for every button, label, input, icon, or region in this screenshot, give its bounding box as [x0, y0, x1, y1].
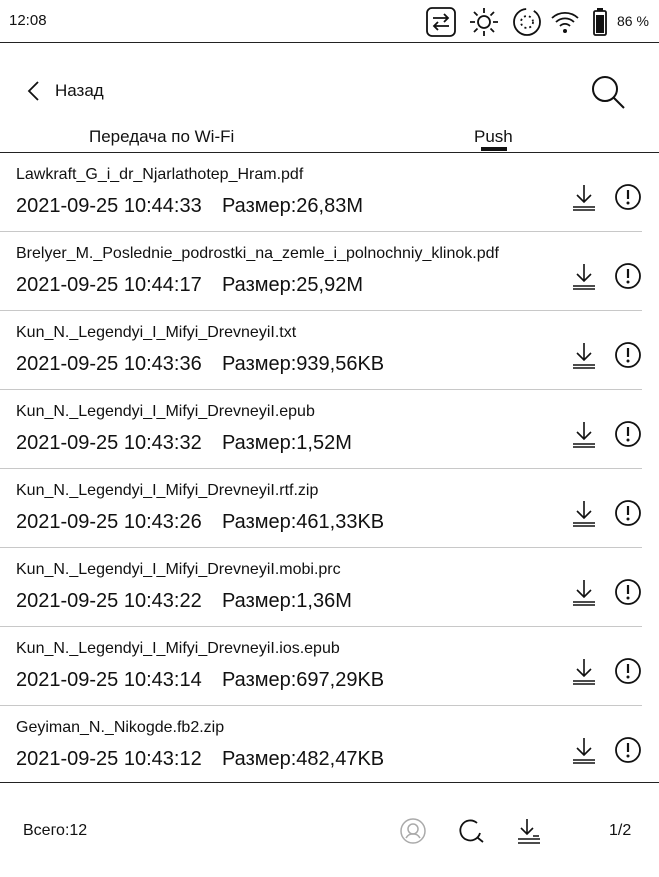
file-size: Размер:26,83M	[222, 195, 364, 217]
file-date: 2021-09-25 10:44:33	[16, 195, 202, 217]
battery-icon	[584, 6, 616, 38]
search-button[interactable]	[589, 73, 627, 111]
info-icon[interactable]	[614, 578, 642, 606]
file-row[interactable]	[0, 469, 642, 548]
file-size: Размер:1,52M	[222, 432, 352, 454]
file-size: Размер:25,92M	[222, 274, 364, 296]
file-name: Kun_N._Legendyi_I_Mifyi_DrevneyiI.txt	[16, 324, 297, 341]
file-row[interactable]	[0, 153, 642, 232]
download-icon[interactable]	[571, 657, 597, 685]
file-list	[0, 153, 659, 785]
search-icon	[589, 73, 627, 111]
file-row[interactable]	[0, 232, 642, 311]
file-name: Kun_N._Legendyi_I_Mifyi_DrevneyiI.rtf.zip	[16, 482, 319, 499]
download-icon[interactable]	[571, 183, 597, 211]
download-icon[interactable]	[571, 341, 597, 369]
file-size: Размер:461,33KB	[222, 511, 385, 533]
status-time: 12:08	[9, 12, 47, 29]
file-name: Lawkraft_G_i_dr_Njarlathotep_Hram.pdf	[16, 166, 304, 183]
header	[0, 43, 659, 123]
brightness-icon[interactable]	[468, 6, 500, 38]
download-icon[interactable]	[571, 578, 597, 606]
wifi-icon[interactable]	[549, 6, 581, 38]
file-row[interactable]	[0, 706, 642, 785]
page-indicator[interactable]: 1/2	[609, 822, 632, 839]
file-row[interactable]	[0, 548, 642, 627]
file-name: Kun_N._Legendyi_I_Mifyi_DrevneyiI.mobi.prc	[16, 561, 341, 578]
file-row[interactable]	[0, 390, 642, 469]
refresh-light-icon[interactable]	[511, 6, 543, 38]
download-all-icon[interactable]	[515, 817, 543, 845]
back-label: Назад	[55, 81, 104, 100]
download-icon[interactable]	[571, 736, 597, 764]
file-date: 2021-09-25 10:43:14	[16, 669, 202, 691]
active-tab-indicator	[481, 147, 507, 151]
file-name: Geyiman_N._Nikogde.fb2.zip	[16, 719, 225, 736]
file-name: Brelyer_M._Poslednie_podrostki_na_zemle_i_polnochniy_klinok.pdf	[16, 245, 499, 262]
file-row[interactable]	[0, 311, 642, 390]
status-bar	[0, 0, 659, 43]
download-icon[interactable]	[571, 420, 597, 448]
file-date: 2021-09-25 10:43:26	[16, 511, 202, 533]
tab-wifi-transfer[interactable]: Передача по Wi-Fi	[89, 127, 235, 146]
total-count: Всего:12	[23, 822, 88, 839]
receive-icon[interactable]	[399, 817, 427, 845]
footer	[0, 783, 659, 877]
file-date: 2021-09-25 10:43:32	[16, 432, 202, 454]
file-name: Kun_N._Legendyi_I_Mifyi_DrevneyiI.epub	[16, 403, 315, 420]
file-date: 2021-09-25 10:43:22	[16, 590, 202, 612]
info-icon[interactable]	[614, 736, 642, 764]
back-button[interactable]	[26, 79, 104, 103]
info-icon[interactable]	[614, 499, 642, 527]
download-icon[interactable]	[571, 499, 597, 527]
battery-percent: 86 %	[617, 13, 649, 29]
transfer-icon[interactable]	[425, 6, 457, 38]
file-date: 2021-09-25 10:44:17	[16, 274, 202, 296]
file-date: 2021-09-25 10:43:36	[16, 353, 202, 375]
tab-push[interactable]: Push	[474, 127, 513, 146]
download-icon[interactable]	[571, 262, 597, 290]
info-icon[interactable]	[614, 262, 642, 290]
chevron-left-icon	[26, 80, 42, 102]
file-date: 2021-09-25 10:43:12	[16, 748, 202, 770]
file-size: Размер:697,29KB	[222, 669, 385, 691]
file-name: Kun_N._Legendyi_I_Mifyi_DrevneyiI.ios.epub	[16, 640, 340, 657]
file-size: Размер:482,47KB	[222, 748, 385, 770]
info-icon[interactable]	[614, 420, 642, 448]
file-size: Размер:1,36M	[222, 590, 352, 612]
file-size: Размер:939,56KB	[222, 353, 385, 375]
info-icon[interactable]	[614, 183, 642, 211]
info-icon[interactable]	[614, 341, 642, 369]
info-icon[interactable]	[614, 657, 642, 685]
file-row[interactable]	[0, 627, 642, 706]
tab-bar	[0, 123, 659, 153]
refresh-icon[interactable]	[457, 817, 485, 845]
